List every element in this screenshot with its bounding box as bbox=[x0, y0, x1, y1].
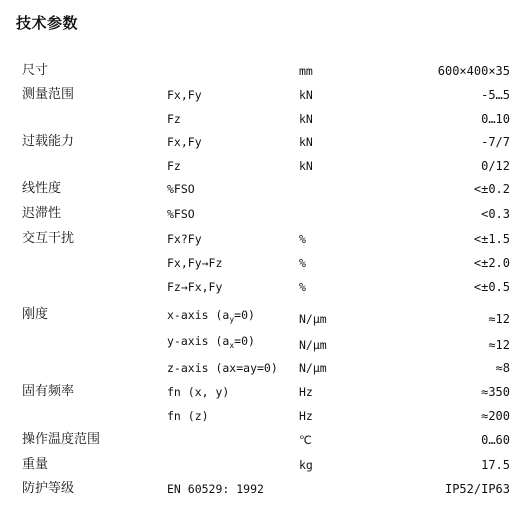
table-row bbox=[0, 405, 531, 427]
param-value: 0…10 bbox=[481, 112, 510, 126]
condition-text: =0) bbox=[234, 308, 255, 322]
condition-text: x-axis (a bbox=[167, 308, 230, 322]
param-unit: Hz bbox=[299, 385, 313, 399]
param-unit: % bbox=[299, 232, 306, 246]
param-name: 防护等级 bbox=[22, 481, 75, 496]
table-row bbox=[0, 357, 531, 379]
param-value: ≈8 bbox=[495, 361, 510, 375]
param-value: 600×400×35 bbox=[437, 64, 510, 78]
param-condition: z-axis (ax=ay=0) bbox=[167, 361, 278, 375]
table-row bbox=[0, 252, 531, 274]
param-name: 尺寸 bbox=[22, 63, 49, 78]
condition-subscript: x bbox=[229, 341, 235, 350]
param-value: 17.5 bbox=[481, 458, 510, 472]
param-condition: Fx,Fy→Fz bbox=[167, 256, 223, 270]
table-row bbox=[0, 131, 531, 153]
table-row bbox=[0, 203, 531, 225]
param-value: ≈350 bbox=[481, 385, 510, 399]
param-unit: % bbox=[299, 256, 306, 270]
param-condition: fn (x, y) bbox=[167, 385, 230, 399]
param-name: 测量范围 bbox=[22, 87, 75, 102]
param-condition: EN 60529: 1992 bbox=[167, 482, 264, 496]
param-unit: kN bbox=[299, 135, 313, 149]
param-unit: Hz bbox=[299, 409, 313, 423]
condition-text: y-axis (a bbox=[167, 334, 230, 348]
table-row bbox=[0, 84, 531, 106]
table-row bbox=[0, 381, 531, 403]
param-condition: fn (z) bbox=[167, 409, 209, 423]
table-row bbox=[0, 155, 531, 177]
param-unit: N/μm bbox=[299, 312, 327, 326]
param-value: -5…5 bbox=[481, 88, 510, 102]
param-value: ≈12 bbox=[488, 338, 510, 352]
param-condition: Fz bbox=[167, 159, 181, 173]
param-value: 0…60 bbox=[481, 433, 510, 447]
table-row bbox=[0, 454, 531, 476]
table-row bbox=[0, 108, 531, 130]
param-condition: Fx,Fy bbox=[167, 88, 202, 102]
param-value: <±2.0 bbox=[473, 256, 510, 270]
table-row bbox=[0, 178, 531, 200]
table-row bbox=[0, 478, 531, 500]
param-unit: N/μm bbox=[299, 361, 327, 375]
condition-subscript: y bbox=[229, 315, 235, 324]
param-value: 0/12 bbox=[481, 159, 510, 173]
table-row bbox=[0, 304, 531, 326]
param-unit: kN bbox=[299, 88, 313, 102]
param-condition: %FSO bbox=[167, 207, 195, 221]
param-name: 迟滞性 bbox=[22, 206, 62, 221]
param-name: 刚度 bbox=[22, 307, 49, 322]
param-unit: N/μm bbox=[299, 338, 327, 352]
param-value: ≈12 bbox=[488, 312, 510, 326]
param-value: -7/7 bbox=[481, 135, 510, 149]
param-value: <±1.5 bbox=[473, 232, 510, 246]
table-row bbox=[0, 60, 531, 82]
param-unit: kN bbox=[299, 112, 313, 126]
param-unit: kg bbox=[299, 458, 313, 472]
param-name: 交互干扰 bbox=[22, 231, 75, 246]
param-condition bbox=[167, 304, 255, 328]
param-name: 过载能力 bbox=[22, 134, 75, 149]
table-row bbox=[0, 276, 531, 298]
param-condition: Fx?Fy bbox=[167, 232, 202, 246]
param-value: <0.3 bbox=[481, 207, 510, 221]
param-unit: % bbox=[299, 280, 306, 294]
param-name: 操作温度范围 bbox=[22, 432, 101, 447]
param-value: IP52/IP63 bbox=[444, 482, 510, 496]
param-value: ≈200 bbox=[481, 409, 510, 423]
param-condition: Fx,Fy bbox=[167, 135, 202, 149]
param-name: 固有频率 bbox=[22, 384, 75, 399]
page-title: 技术参数 bbox=[16, 14, 79, 32]
param-condition: Fz→Fx,Fy bbox=[167, 280, 223, 294]
param-unit: kN bbox=[299, 159, 313, 173]
param-value: <±0.5 bbox=[473, 280, 510, 294]
table-row bbox=[0, 330, 531, 352]
param-condition: Fz bbox=[167, 112, 181, 126]
param-condition bbox=[167, 330, 255, 354]
param-unit: ℃ bbox=[299, 433, 312, 447]
param-condition: %FSO bbox=[167, 182, 195, 196]
condition-text: =0) bbox=[234, 334, 255, 348]
param-unit: mm bbox=[299, 64, 313, 78]
param-value: <±0.2 bbox=[473, 182, 510, 196]
table-row bbox=[0, 429, 531, 451]
table-row bbox=[0, 228, 531, 250]
param-name: 重量 bbox=[22, 457, 49, 472]
param-name: 线性度 bbox=[22, 181, 62, 196]
